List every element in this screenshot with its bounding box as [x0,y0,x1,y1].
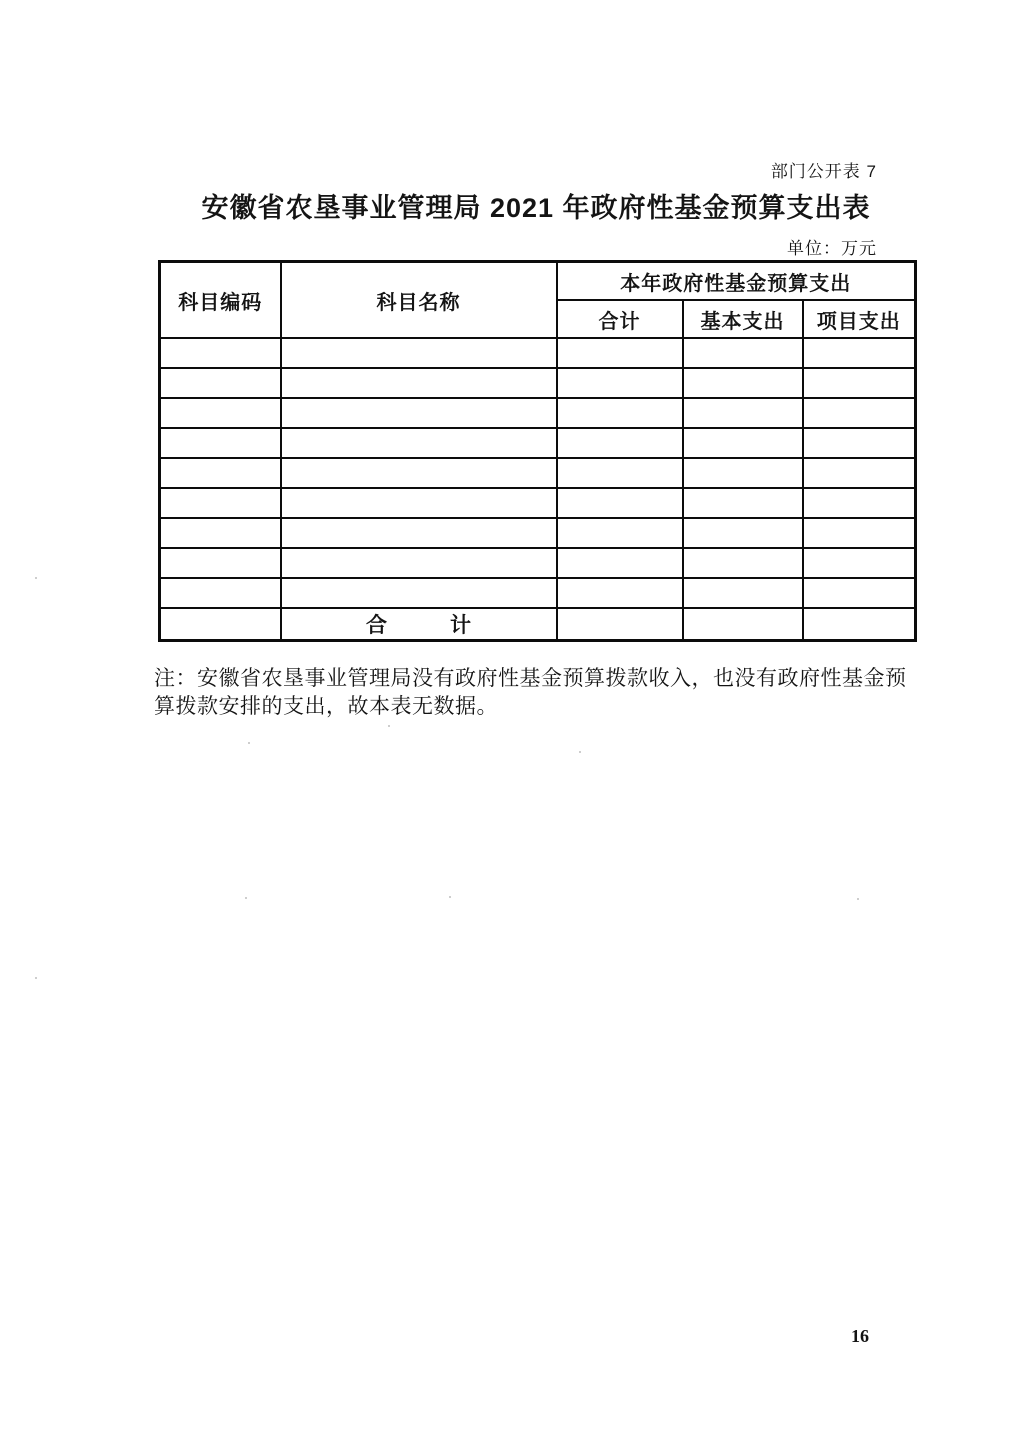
empty-cell [557,338,683,368]
empty-cell [557,548,683,578]
empty-cell [803,428,916,458]
empty-cell [160,548,281,578]
table-row [160,338,916,368]
empty-cell [557,458,683,488]
note-line-1: 注：安徽省农垦事业管理局没有政府性基金预算拨款收入，也没有政府性基金预 [154,667,907,690]
empty-cell [557,398,683,428]
scan-speck [245,897,247,899]
empty-cell [683,398,803,428]
table-row [160,578,916,608]
empty-cell [281,368,557,398]
total-row-code-cell [160,608,281,641]
scan-speck [35,577,37,579]
page-number: 16 [851,1326,869,1346]
total-row-project-cell [803,608,916,641]
table-row [160,368,916,398]
empty-cell [683,428,803,458]
empty-cell [160,518,281,548]
form-number-label: 部门公开表 7 [770,162,877,181]
empty-cell [160,578,281,608]
empty-cell [160,398,281,428]
empty-cell [803,398,916,428]
total-row-total-cell [557,608,683,641]
total-row-basic-cell [683,608,803,641]
header-project-expenditure: 项目支出 [803,300,916,338]
empty-cell [683,458,803,488]
empty-cell [281,428,557,458]
empty-cell [803,518,916,548]
empty-cell [803,548,916,578]
scan-speck [248,742,250,744]
table-row [160,488,916,518]
empty-cell [557,368,683,398]
empty-cell [683,518,803,548]
scan-speck [857,898,859,900]
table-header-row-1 [160,262,916,301]
scan-speck [449,896,451,898]
table-row [160,398,916,428]
empty-cell [281,518,557,548]
empty-cell [557,578,683,608]
empty-cell [803,338,916,368]
header-subject-name: 科目名称 [281,262,557,339]
empty-cell [683,578,803,608]
empty-cell [160,458,281,488]
scan-speck [388,725,390,727]
budget-table [158,260,917,642]
empty-cell [160,368,281,398]
empty-cell [281,488,557,518]
empty-cell [683,548,803,578]
empty-cell [557,518,683,548]
note-line-2: 算拨款安排的支出，故本表无数据。 [154,695,498,718]
total-row-label: 合 计 [281,608,557,641]
header-basic-expenditure: 基本支出 [683,300,803,338]
page-title: 安徽省农垦事业管理局 2021 年政府性基金预算支出表 [201,193,871,223]
unit-label: 单位：万元 [787,239,877,258]
empty-cell [803,368,916,398]
empty-cell [683,488,803,518]
empty-cell [683,338,803,368]
header-total: 合计 [557,300,683,338]
note-text [154,665,907,721]
table-row [160,548,916,578]
empty-cell [803,488,916,518]
header-subject-code: 科目编码 [160,262,281,339]
empty-cell [281,458,557,488]
table-row [160,518,916,548]
empty-cell [281,338,557,368]
table-row [160,458,916,488]
empty-cell [281,398,557,428]
table-row [160,428,916,458]
empty-cell [281,578,557,608]
empty-cell [281,548,557,578]
empty-cell [803,578,916,608]
empty-cell [803,458,916,488]
empty-cell [557,428,683,458]
empty-cell [683,368,803,398]
scan-speck [579,751,581,753]
empty-cell [557,488,683,518]
total-row [160,608,916,641]
scan-speck [35,977,37,979]
empty-cell [160,338,281,368]
empty-cell [160,428,281,458]
header-expenditure-group: 本年政府性基金预算支出 [557,262,916,301]
empty-cell [160,488,281,518]
